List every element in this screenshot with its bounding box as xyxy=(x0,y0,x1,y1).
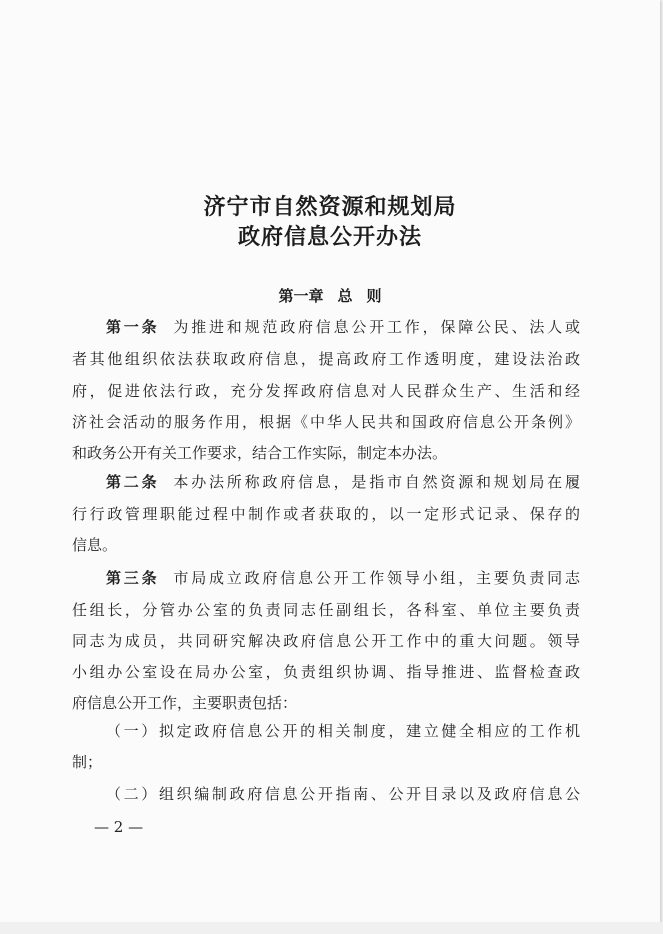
article-1-line-5: 和政务公开有关工作要求，结合工作实际，制定本办法。 xyxy=(72,444,448,462)
article-2-line-1 xyxy=(106,471,580,493)
item-1-line-2: 制； xyxy=(72,753,103,771)
chapter-name-part-2: 则 xyxy=(366,287,382,305)
chapter-name-part-1: 总 xyxy=(337,287,353,305)
article-3-line-1 xyxy=(106,567,580,589)
article-3-line-4: 小组办公室设在局办公室，负责组织协调、指导推进、监督检查政 xyxy=(72,663,580,681)
item-1-line-1: （一）拟定政府信息公开的相关制度，建立健全相应的工作机 xyxy=(106,722,580,740)
article-1-line-2: 者其他组织依法获取政府信息，提高政府工作透明度，建设法治政 xyxy=(72,350,580,368)
viewer-background-strip xyxy=(0,922,663,934)
article-2-line-3: 信息。 xyxy=(72,536,118,554)
article-3-line-3: 同志为成员，共同研究解决政府信息公开工作中的重大问题。领导 xyxy=(72,632,580,650)
item-2-line-1: （二）组织编制政府信息公开指南、公开目录以及政府信息公 xyxy=(106,785,580,803)
page-number: — 2 — xyxy=(94,818,144,836)
chapter-number: 第一章 xyxy=(278,287,324,305)
article-3-line-5: 府信息公开工作，主要职责包括： xyxy=(72,694,298,712)
article-1-line-4: 济社会活动的服务作用，根据《中华人民共和国政府信息公开条例》 xyxy=(72,413,580,431)
document-title-line-1: 济宁市自然资源和规划局 xyxy=(203,194,457,220)
article-1-text-1: 为推进和规范政府信息公开工作，保障公民、法人或 xyxy=(173,318,580,336)
article-2-line-2: 行行政管理职能过程中制作或者获取的，以一定形式记录、保存的 xyxy=(72,505,580,523)
article-2-text-1: 本办法所称政府信息，是指市自然资源和规划局在履 xyxy=(173,473,580,491)
article-2-label: 第二条 xyxy=(106,473,160,491)
article-3-line-2: 任组长，分管办公室的负责同志任副组长，各科室、单位主要负责 xyxy=(72,601,580,619)
document-title-line-2: 政府信息公开办法 xyxy=(237,224,422,250)
chapter-heading xyxy=(0,285,660,306)
article-1-label: 第一条 xyxy=(106,318,160,336)
article-1-line-3: 府，促进依法行政，充分发挥政府信息对人民群众生产、生活和经 xyxy=(72,382,580,400)
article-3-text-1: 市局成立政府信息公开工作领导小组，主要负责同志 xyxy=(173,569,580,587)
article-1-line-1 xyxy=(106,316,580,338)
article-3-label: 第三条 xyxy=(106,569,160,587)
